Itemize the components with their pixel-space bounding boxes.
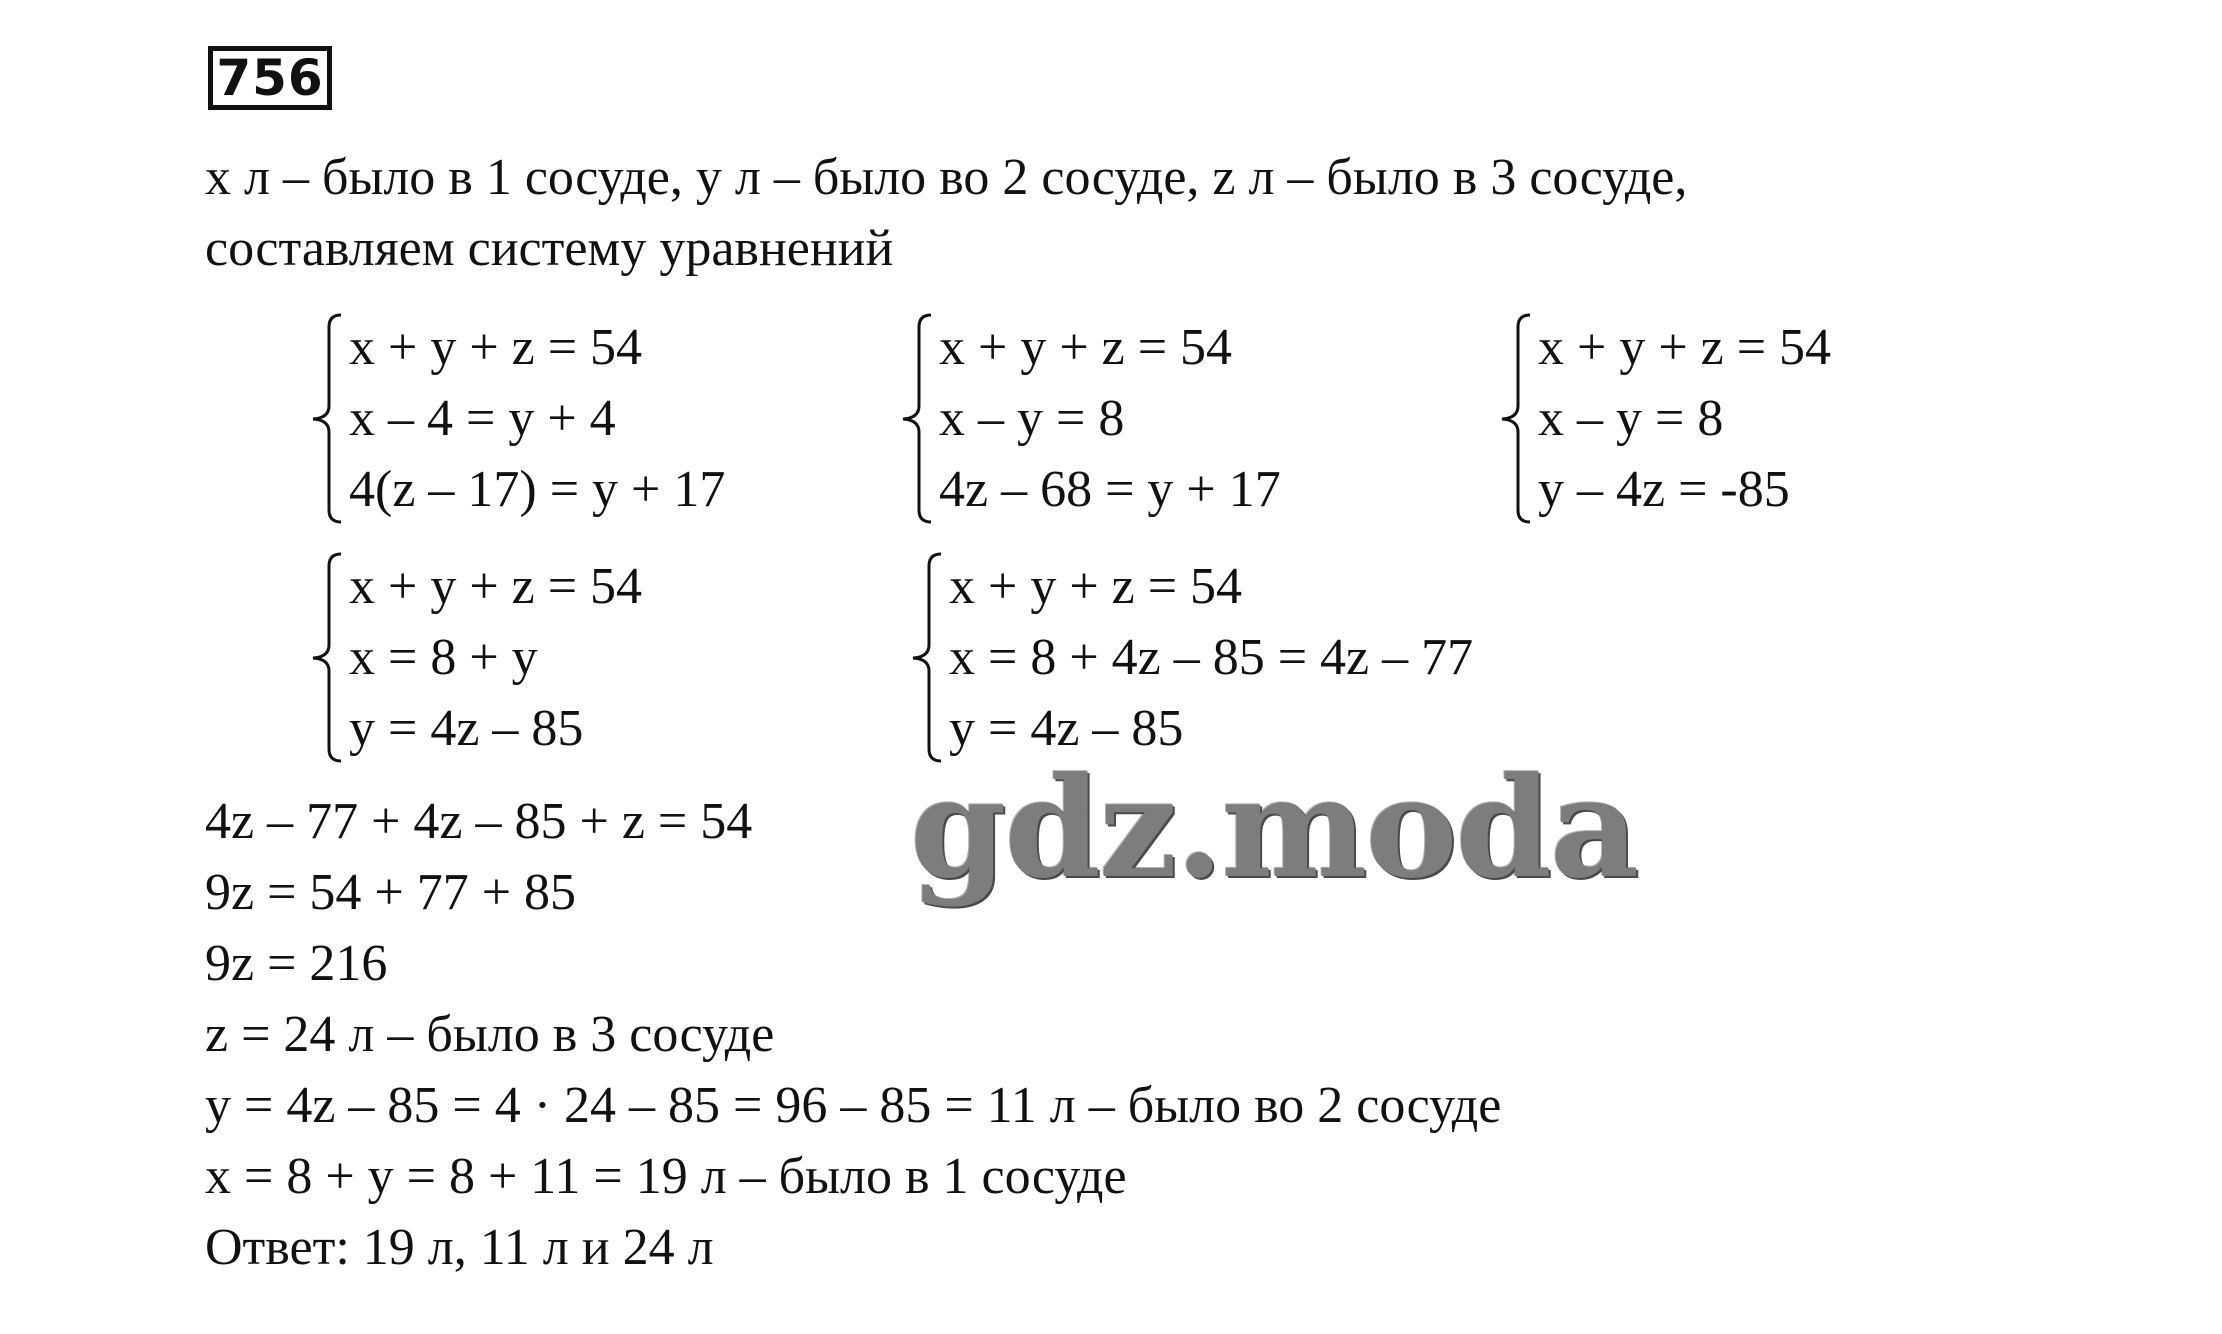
left-brace-icon xyxy=(305,551,345,764)
system-5-eq-1: x + y + z = 54 xyxy=(949,558,1243,615)
solution-line-6: x = 8 + y = 8 + 11 = 19 л – было в 1 сосуде xyxy=(205,1148,1127,1205)
system-3-eq-1: x + y + z = 54 xyxy=(1538,319,1832,376)
left-brace-icon xyxy=(1494,312,1534,525)
watermark-logo: gdz.moda xyxy=(910,746,1638,909)
system-2-eq-1: x + y + z = 54 xyxy=(939,319,1233,376)
answer-line: Ответ: 19 л, 11 л и 24 л xyxy=(205,1219,714,1276)
system-5-eq-3: y = 4z – 85 xyxy=(949,700,1184,757)
system-1-eq-3: 4(z – 17) = y + 17 xyxy=(349,461,726,518)
system-2-eq-2: x – y = 8 xyxy=(939,390,1125,447)
system-1-eq-1: x + y + z = 54 xyxy=(349,319,643,376)
left-brace-icon xyxy=(305,312,345,525)
solution-line-1: 4z – 77 + 4z – 85 + z = 54 xyxy=(205,793,753,850)
intro-line-2: составляем систему уравнений xyxy=(205,220,894,277)
system-4-eq-1: x + y + z = 54 xyxy=(349,558,643,615)
solution-line-3: 9z = 216 xyxy=(205,935,388,992)
system-2-eq-3: 4z – 68 = y + 17 xyxy=(939,461,1281,518)
system-3-eq-2: x – y = 8 xyxy=(1538,390,1724,447)
solution-line-4: z = 24 л – было в 3 сосуде xyxy=(205,1006,775,1063)
left-brace-icon xyxy=(905,551,945,764)
intro-line-1: x л – было в 1 сосуде, y л – было во 2 сосуде, z л – было в 3 сосуде, xyxy=(205,149,1688,206)
solution-line-2: 9z = 54 + 77 + 85 xyxy=(205,864,577,921)
system-1-eq-2: x – 4 = y + 4 xyxy=(349,390,616,447)
problem-number: 756 xyxy=(216,49,324,107)
system-5-eq-2: x = 8 + 4z – 85 = 4z – 77 xyxy=(949,629,1474,686)
left-brace-icon xyxy=(895,312,935,525)
system-4-eq-3: y = 4z – 85 xyxy=(349,700,584,757)
problem-number-box xyxy=(208,46,332,110)
system-3-eq-3: y – 4z = -85 xyxy=(1538,461,1790,518)
solution-line-5: y = 4z – 85 = 4 · 24 – 85 = 96 – 85 = 11 л – было во 2 сосуде xyxy=(205,1077,1502,1134)
system-4-eq-2: x = 8 + y xyxy=(349,629,538,686)
